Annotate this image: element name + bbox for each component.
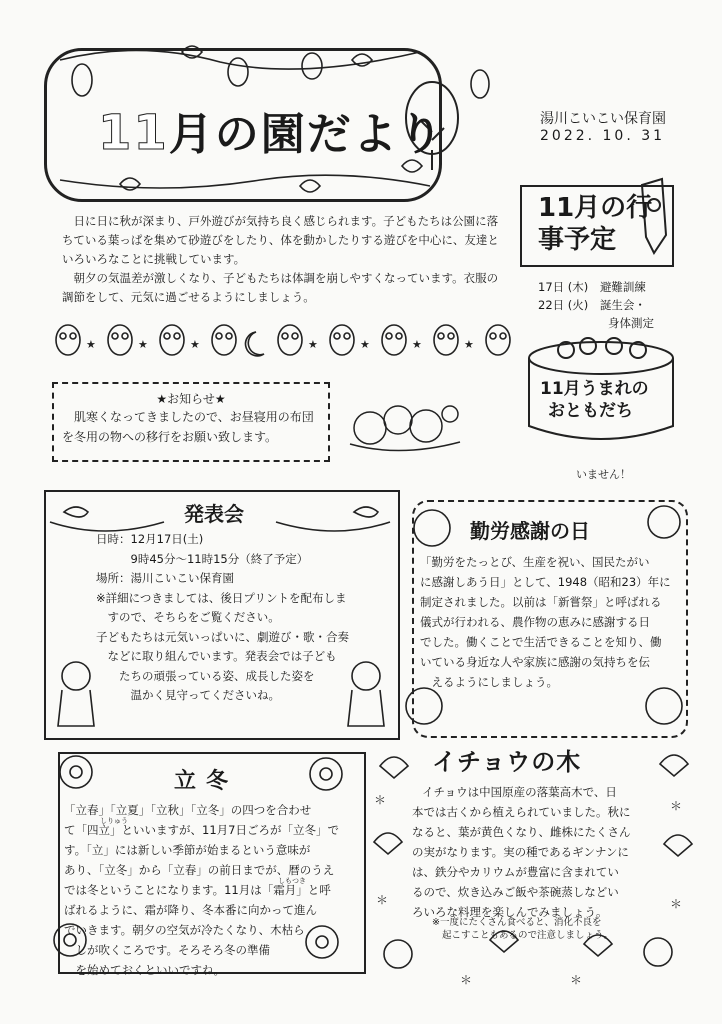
ritto-line: す。「立」には新しい季節が始まるという意味が xyxy=(64,843,311,857)
ginkgo-body xyxy=(396,782,666,922)
school-name: 湯川こいこい保育園 xyxy=(540,111,666,127)
labor-line: に感謝しあう日」として、1948（昭和23）年に xyxy=(420,575,671,589)
svg-text:★: ★ xyxy=(86,338,96,351)
svg-text:＊: ＊ xyxy=(460,973,473,987)
svg-text:★: ★ xyxy=(308,338,318,351)
presentation-line: 子どもたちは元気いっぱいに、劇遊び・歌・合奏 xyxy=(96,629,349,644)
ritto-line: しが吹くころです。そろそろ冬の準備 xyxy=(64,943,270,957)
ginkgo-line: の実がなります。実の種であるギンナンに xyxy=(412,845,629,859)
notice-title: ★お知らせ★ xyxy=(156,392,226,406)
ritto-body xyxy=(64,800,360,980)
ritto-line: 「立春」「立夏」「立秋」「立冬」の四つを合わせ xyxy=(64,803,312,817)
svg-text:★: ★ xyxy=(138,338,148,351)
birthday-none: いません！ xyxy=(576,468,631,481)
presentation-line: たちの頑張っている姿、成長した姿を xyxy=(96,668,315,683)
notice-box xyxy=(52,382,330,462)
ritto-line: て「四立」といいますが、11月7日ごろが「立冬」で xyxy=(64,823,339,837)
presentation-title: 発表会 xyxy=(184,502,244,526)
presentation-line: 日時：12月17日(土) xyxy=(96,532,204,546)
event-item: 22日 (火) 誕生会・ xyxy=(538,298,646,312)
svg-text:＊: ＊ xyxy=(670,897,683,911)
labor-line: 儀式が行われる、農作物の恵みに感謝する日 xyxy=(420,615,650,629)
ginkgo-title: イチョウの木 xyxy=(432,748,582,776)
ritto-line: でいきます。朝夕の空気が冷たくなり、木枯ら xyxy=(64,923,305,937)
presentation-line: ※詳細につきましては、後日プリントを配布しま xyxy=(96,590,347,605)
svg-text:＊: ＊ xyxy=(374,793,387,807)
children-illustration xyxy=(46,656,396,736)
intro-paragraph: 日に日に秋が深まり、戸外遊びが気持ち良く感じられます。子どもたちは公園に落ちている葉っぱを集めて砂遊びをしたり、体を動かしたりする遊びを中心に、友達といろいろなことに挑戦しています。 xyxy=(62,214,499,266)
presentation-line: などに取り組んでいます。発表会では子ども xyxy=(96,649,337,663)
issue-date: 2022. 10. 31 xyxy=(540,128,666,144)
labor-day-body xyxy=(420,552,680,692)
events-title: 11月の行事予定 xyxy=(538,193,653,255)
ritto-line: を始めておくといいですね。 xyxy=(64,963,225,977)
ginkgo-line: なると、葉が黄色くなり、雌株にたくさん xyxy=(412,825,631,839)
labor-line: 制定されました。以前は「新嘗祭」と呼ばれる xyxy=(420,595,662,609)
presentation-line: すので、そちらをご覧ください。 xyxy=(96,610,280,624)
ritto-line: では冬ということになります。11月は「霜月」と呼 xyxy=(64,883,331,897)
labor-line: 「勤労をたっとび、生産を祝い、国民たがい xyxy=(420,555,650,569)
ginkgo-line: ろいろな料理を楽しんでみましょう。 xyxy=(412,905,608,919)
ginkgo-line: 本では古くから植えられていました。秋に xyxy=(412,805,631,819)
ginkgo-note: ※一度にたくさん食べると、消化不良を 起こすこともあるので注意しましょう。 xyxy=(432,917,614,941)
intro-paragraph: 朝夕の気温差が激しくなり、子どもたちは体調を崩しやすくなっています。衣服の調節をして、元気に過ごせるようにしましょう。 xyxy=(62,271,499,304)
ritto-line: あり、「立冬」から「立春」の前日までが、暦のうえ xyxy=(64,863,335,877)
ritto-title: 立冬 xyxy=(174,769,239,794)
ritto-line: ばれるように、霜が降り、冬本番に向かって進ん xyxy=(64,903,317,917)
svg-text:＊: ＊ xyxy=(376,893,389,907)
event-item: 身体測定 xyxy=(608,316,654,330)
svg-text:＊: ＊ xyxy=(670,799,683,813)
birthday-title: 11月うまれの おともだち xyxy=(540,379,649,421)
ginkgo-line: るので、炊き込みご飯や茶碗蒸しなどい xyxy=(412,885,619,899)
svg-text:★: ★ xyxy=(190,338,200,351)
labor-line: でした。働くことで生活できることを知り、働 xyxy=(420,635,662,649)
svg-text:★: ★ xyxy=(464,338,474,351)
intro-text xyxy=(62,212,500,307)
ginkgo-line: は、鉄分やカリウムが豊富に含まれてい xyxy=(412,865,619,879)
page-title: 11月の園だより xyxy=(98,105,445,161)
svg-text:＊: ＊ xyxy=(570,973,583,987)
svg-text:★: ★ xyxy=(360,338,370,351)
flowers-illustration xyxy=(340,388,480,458)
labor-line: えるようにしましょう。 xyxy=(420,675,558,689)
labor-day-title: 勤労感謝の日 xyxy=(470,519,590,543)
event-item: 17日 (木) 避難訓練 xyxy=(538,280,646,294)
ruby-shimotsuki: しもつき xyxy=(278,877,306,885)
presentation-line: 温かく見守ってくださいね。 xyxy=(96,688,280,702)
presentation-line: 場所：湯川こいこい保育園 xyxy=(96,571,234,585)
labor-line: いている身近な人や家族に感謝の気持ちを伝 xyxy=(420,655,650,669)
svg-text:★: ★ xyxy=(412,338,422,351)
ginkgo-line: イチョウは中国原産の落葉高木で、日 xyxy=(422,785,617,799)
owls-decoration xyxy=(46,318,516,368)
notice-body: 肌寒くなってきましたので、お昼寝用の布団を冬用の物への移行をお願い致します。 xyxy=(62,410,314,444)
presentation-line: 9時45分～11時15分（終了予定） xyxy=(96,551,309,566)
ruby-shiryu: しりゅう xyxy=(100,817,128,825)
